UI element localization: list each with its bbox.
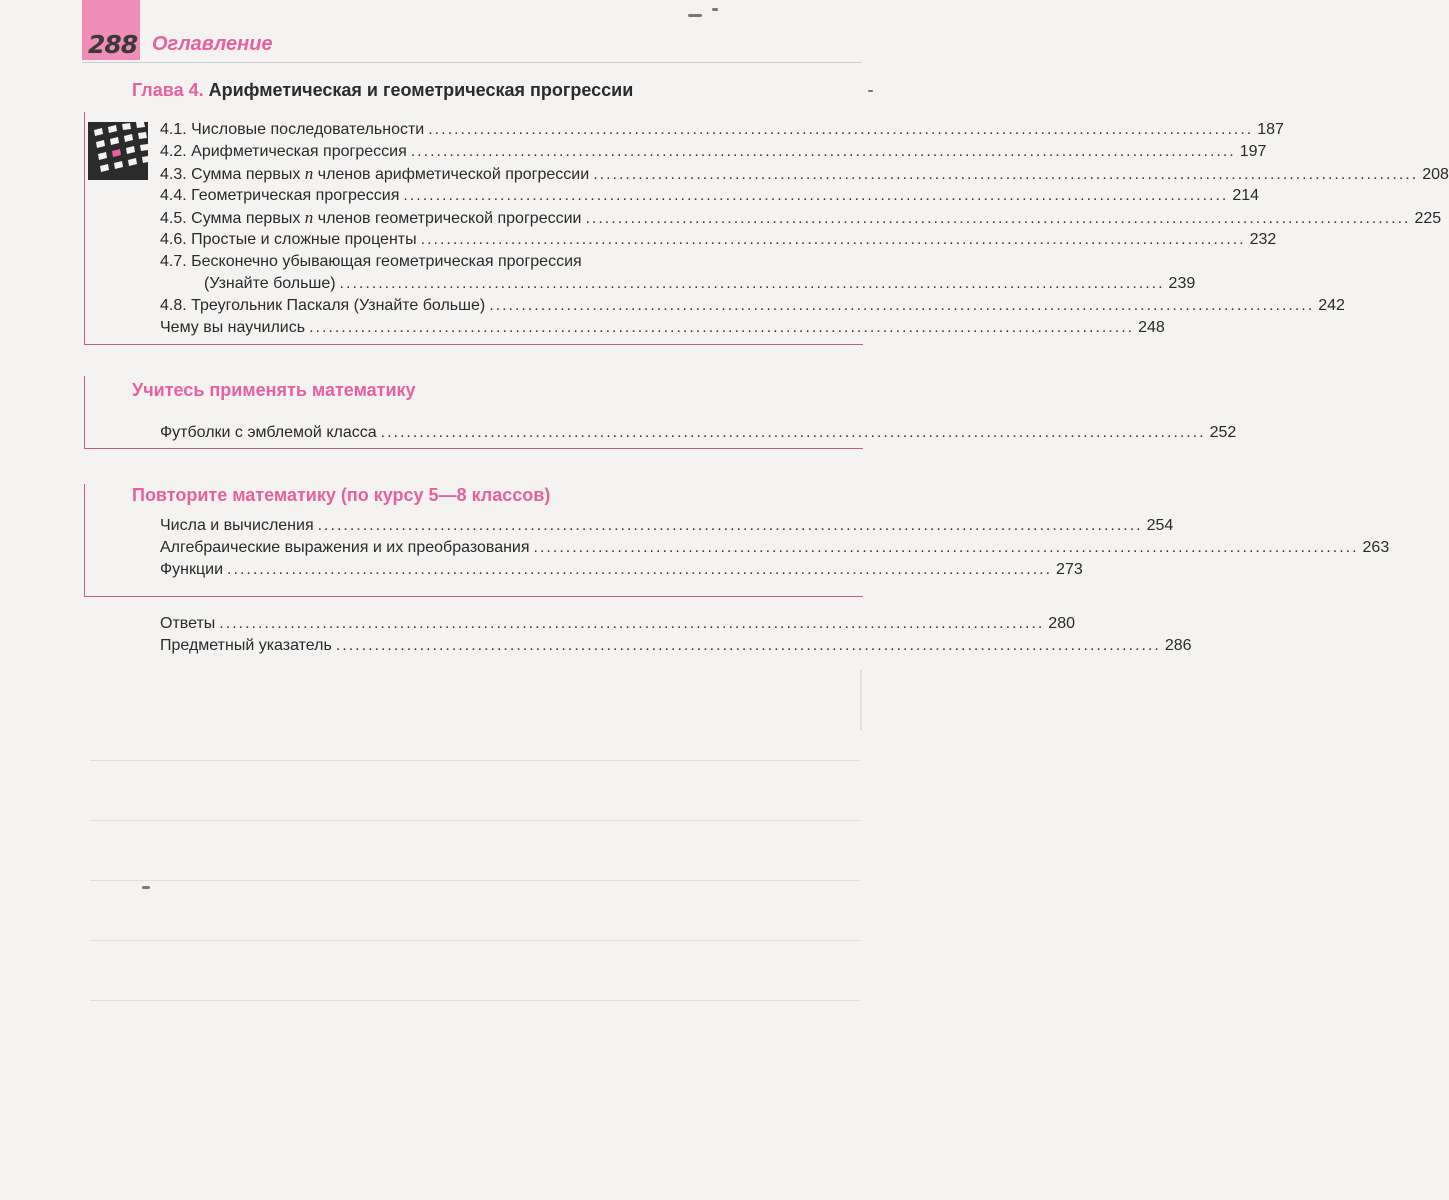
toc-entry[interactable]: Чему вы научились ................................................................................................................................ 248 <box>160 317 862 339</box>
toc-entry[interactable]: 4.6. Простые и сложные проценты ................................................................................................................................ 232 <box>160 229 862 251</box>
chapter-4-toc <box>160 119 1449 339</box>
page-ref: 280 <box>1048 615 1075 632</box>
toc-entry-continuation[interactable]: (Узнайте больше) ................................................................................................................................ 239 <box>160 273 862 295</box>
toc-entry[interactable]: Футболки с эмблемой класса ................................................................................................................................ 252 <box>160 422 862 444</box>
leader-dots: ................................................................................................................................ <box>335 637 1161 654</box>
page-ref: 187 <box>1257 121 1284 138</box>
leader-dots: ................................................................................................................................ <box>227 561 1053 578</box>
page-ref: 252 <box>1209 424 1237 441</box>
toc-entry[interactable]: Ответы ................................................................................................................................ 280 <box>160 613 862 635</box>
leader-dots: ................................................................................................................................ <box>489 297 1315 314</box>
leader-dots: ................................................................................................................................ <box>403 187 1229 204</box>
page-ref: 248 <box>1138 319 1165 336</box>
leader-dots: ................................................................................................................................ <box>380 424 1206 441</box>
toc-entry[interactable]: 4.5. Сумма первых n членов геометрической прогрессии ................................................................................................................................ 225 <box>160 207 862 229</box>
page-number: 288 <box>88 30 138 59</box>
page-ref: 254 <box>1146 517 1174 534</box>
running-title: Оглавление <box>152 33 273 55</box>
scan-speck <box>712 8 718 11</box>
ghost-line <box>90 940 860 941</box>
page-ref: 214 <box>1232 187 1260 204</box>
chapter-4-title <box>132 80 633 101</box>
toc-entry[interactable]: Предметный указатель ................................................................................................................................ 286 <box>160 635 862 657</box>
toc-entry-first-line[interactable]: 4.7. Бесконечно убывающая геометрическая прогрессия <box>160 253 582 270</box>
ghost-line <box>90 820 860 821</box>
toc-entry[interactable]: 4.4. Геометрическая прогрессия ................................................................................................................................ 214 <box>160 185 862 207</box>
page-ref: 208 <box>1422 166 1449 183</box>
apply-math-title: Учитесь применять математику <box>132 380 416 400</box>
header-divider <box>82 62 862 63</box>
leader-dots: ................................................................................................................................ <box>593 166 1419 183</box>
chapter-4-emblem-icon <box>88 122 148 180</box>
page-ref: 286 <box>1164 637 1192 654</box>
leader-dots: ................................................................................................................................ <box>219 615 1045 632</box>
page-ref: 239 <box>1168 275 1196 292</box>
leader-dots: ................................................................................................................................ <box>339 275 1165 292</box>
toc-entry[interactable]: 4.1. Числовые последовательности ................................................................................................................................ 187 <box>160 119 862 141</box>
page-ref: 242 <box>1318 297 1345 314</box>
leader-dots: ................................................................................................................................ <box>410 143 1236 160</box>
page-ref: 225 <box>1414 210 1442 227</box>
chapter-4-name: Арифметическая и геометрическая прогрессии <box>208 80 634 100</box>
toc-entry[interactable]: Числа и вычисления ................................................................................................................................ 254 <box>160 515 862 537</box>
page-ref: 273 <box>1056 561 1083 578</box>
scan-speck <box>688 14 702 17</box>
ghost-line <box>90 760 860 761</box>
chapter-4-prefix: Глава 4. <box>132 80 204 100</box>
leader-dots: ................................................................................................................................ <box>309 319 1135 336</box>
page-ref: 232 <box>1249 231 1277 248</box>
toc-entry[interactable]: Алгебраические выражения и их преобразования ................................................................................................................................ 263 <box>160 537 862 559</box>
page-ref: 197 <box>1239 143 1267 160</box>
scan-speck <box>142 886 150 889</box>
leader-dots: ................................................................................................................................ <box>533 539 1359 556</box>
review-math-toc <box>160 515 1390 581</box>
ghost-line <box>90 1000 860 1001</box>
toc-entry[interactable]: Функции ................................................................................................................................ 273 <box>160 559 862 581</box>
leader-dots: ................................................................................................................................ <box>428 121 1254 138</box>
toc-entry[interactable]: 4.8. Треугольник Паскаля (Узнайте больше) ................................................................................................................................ 242 <box>160 295 862 317</box>
review-math-title: Повторите математику (по курсу 5—8 классов) <box>132 485 551 505</box>
scan-speck <box>868 90 873 92</box>
toc-entry[interactable]: 4.3. Сумма первых n членов арифметической прогрессии ................................................................................................................................ 208 <box>160 163 862 185</box>
toc-entry[interactable]: 4.2. Арифметическая прогрессия ................................................................................................................................ 197 <box>160 141 862 163</box>
leader-dots: ................................................................................................................................ <box>585 210 1411 227</box>
leader-dots: ................................................................................................................................ <box>317 517 1143 534</box>
ghost-line <box>860 670 862 730</box>
leader-dots: ................................................................................................................................ <box>420 231 1246 248</box>
page-ref: 263 <box>1362 539 1390 556</box>
back-matter-toc <box>160 613 1192 657</box>
apply-math-toc <box>160 422 1237 444</box>
ghost-line <box>90 880 860 881</box>
